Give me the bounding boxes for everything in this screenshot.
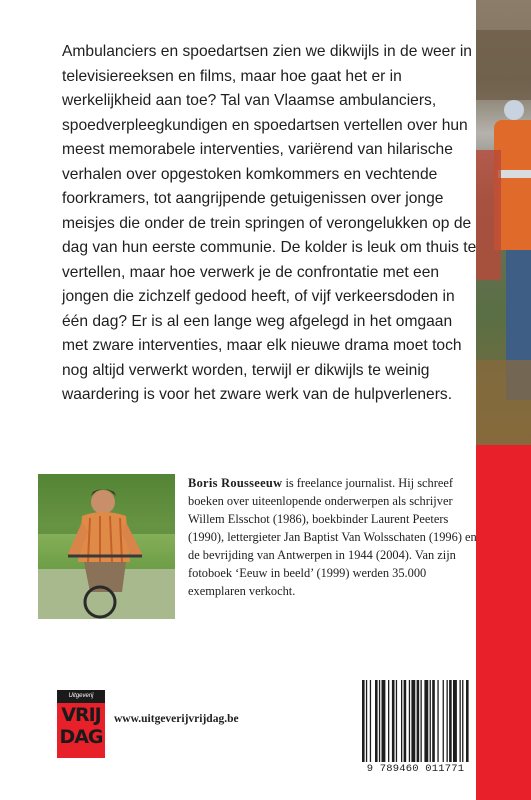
- barcode-bar: [449, 680, 452, 762]
- back-cover-blurb: Ambulanciers en spoedartsen zien we dikwijls in de weer in televisiereeksen en films, maar hoe gaat het er in werkelijkheid aan toe? Tal van Vlaamse ambulanciers, spoedverpleegkundigen en spoedartsen vertellen over hun meest memorabele interventies, variërend van hilarische verhalen over opgestoken komkommers en vechtende foorkramers, tot aangrijpende getuigenissen over jonge meisjes die onder de trein springen of verongelukken op de dag van hun eerste communie. De kolder is leuk om thuis te vertellen, maar hoe verwerk je de confrontatie met een jongen die zichzelf gedood heeft, of vijf verkeersdoden in één dag? Er is al een lange weg afgelegd in het omgaan met zware interventies, maar elk nieuwe drama moet toch nog altijd verwerkt worden, terwijl er dikwijls te weinig waardering is voor het zware werk van de hulpverleners.: [62, 43, 477, 403]
- author-bio-text: is freelance journalist. Hij schreef boeken over uiteenlopende onderwerpen als schrijver Willem Elsschot (1986), boekbinder Laurent Peeters (1990), lettergieter Jan Baptist Van Wolsschaten (1996) en de bevrijding van Antwerpen in 1944 (2004). Van zijn fotoboek ‘Eeuw in beeld’ (1999) werden 35.000 exemplaren verkocht.: [188, 476, 477, 598]
- barcode-bar: [401, 680, 402, 762]
- barcode-bar: [447, 680, 448, 762]
- barcode-bar: [462, 680, 463, 762]
- barcode-bar: [370, 680, 371, 762]
- barcode-bar: [388, 680, 389, 762]
- barcode-bar: [392, 680, 395, 762]
- barcode-bar: [466, 680, 469, 762]
- author-name: Boris Rousseeuw: [188, 476, 283, 490]
- barcode-bar: [453, 680, 457, 762]
- publisher-website: www.uitgeverijvrijdag.be: [114, 713, 239, 725]
- publisher-logo-line2: DAG: [59, 726, 103, 748]
- barcode-bar: [430, 680, 431, 762]
- barcode-bar: [424, 680, 428, 762]
- barcode-bar: [421, 680, 422, 762]
- publisher-logo: [57, 690, 105, 758]
- barcode-bar: [417, 680, 420, 762]
- barcode-bar: [409, 680, 410, 762]
- barcode-bar: [437, 680, 438, 762]
- barcode-bar: [382, 680, 386, 762]
- author-cycling-illustration: [38, 474, 175, 619]
- isbn-number: 9 789460 011771: [366, 763, 465, 775]
- barcode-bar: [432, 680, 435, 762]
- ambulance-photo: [476, 0, 531, 445]
- barcode-bar: [366, 680, 367, 762]
- barcode-bar: [404, 680, 407, 762]
- barcode-bar: [411, 680, 415, 762]
- barcode-bar: [443, 680, 444, 762]
- barcode-bar: [375, 680, 378, 762]
- barcode-bars: [358, 680, 473, 762]
- barcode-bar: [379, 680, 380, 762]
- isbn-barcode: [358, 680, 473, 780]
- author-photo: [38, 474, 175, 619]
- barcode-bar: [362, 680, 365, 762]
- barcode-bar: [396, 680, 397, 762]
- author-bio: [188, 474, 478, 600]
- barcode-bar: [460, 680, 461, 762]
- publisher-logo-line1: VRIJ: [61, 704, 101, 726]
- publisher-logo-tagline: Uitgeverij: [57, 690, 105, 703]
